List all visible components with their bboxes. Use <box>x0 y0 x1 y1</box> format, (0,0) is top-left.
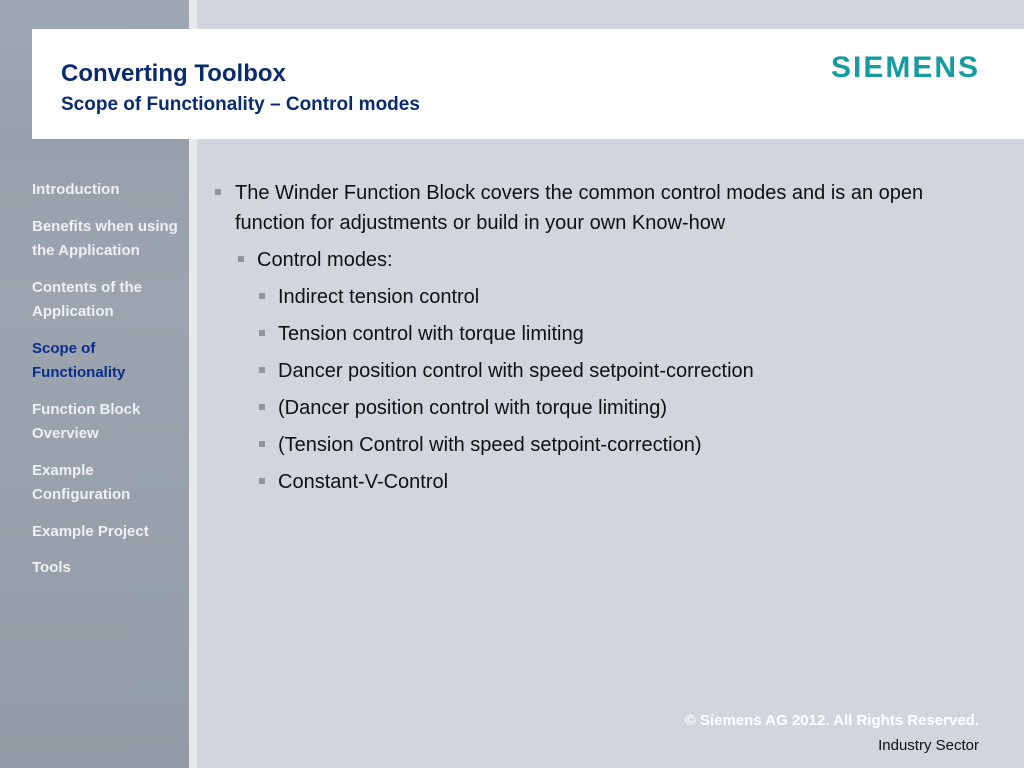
nav-item-introduction[interactable]: Introduction <box>32 181 120 198</box>
nav-item-benefits[interactable]: Benefits when using the Application <box>32 217 178 259</box>
footer-sector: Industry Sector <box>878 737 979 754</box>
control-mode-item: (Tension Control with speed setpoint-correction) <box>213 430 993 460</box>
copyright-notice: © Siemens AG 2012. All Rights Reserved. <box>684 712 979 729</box>
slide-header <box>32 29 1024 139</box>
bullet-main: The Winder Function Block covers the common control modes and is an open function for adjustments or build in your own Know-how <box>213 178 993 238</box>
nav-item-tools[interactable]: Tools <box>32 559 71 576</box>
bullet-control-modes-heading: Control modes: <box>213 245 993 275</box>
control-mode-item: Tension control with torque limiting <box>213 319 993 349</box>
nav-item-scope-active[interactable]: Scope of Functionality <box>32 339 126 381</box>
nav-item-example-configuration[interactable]: Example Configuration <box>32 461 131 503</box>
control-mode-item: (Dancer position control with torque limiting) <box>213 393 993 423</box>
control-mode-item: Indirect tension control <box>213 282 993 312</box>
control-mode-item: Constant-V-Control <box>213 467 993 497</box>
nav-item-function-block-overview[interactable]: Function Block Overview <box>32 400 141 442</box>
slide-title: Converting Toolbox <box>61 60 286 87</box>
control-mode-item: Dancer position control with speed setpoint-correction <box>213 356 993 386</box>
section-nav <box>32 178 182 593</box>
nav-item-example-project[interactable]: Example Project <box>32 522 149 540</box>
siemens-logo: SIEMENS <box>830 51 980 84</box>
slide-subtitle: Scope of Functionality – Control modes <box>61 94 420 115</box>
nav-item-contents[interactable]: Contents of the Application <box>32 278 142 320</box>
slide-content <box>213 178 993 504</box>
